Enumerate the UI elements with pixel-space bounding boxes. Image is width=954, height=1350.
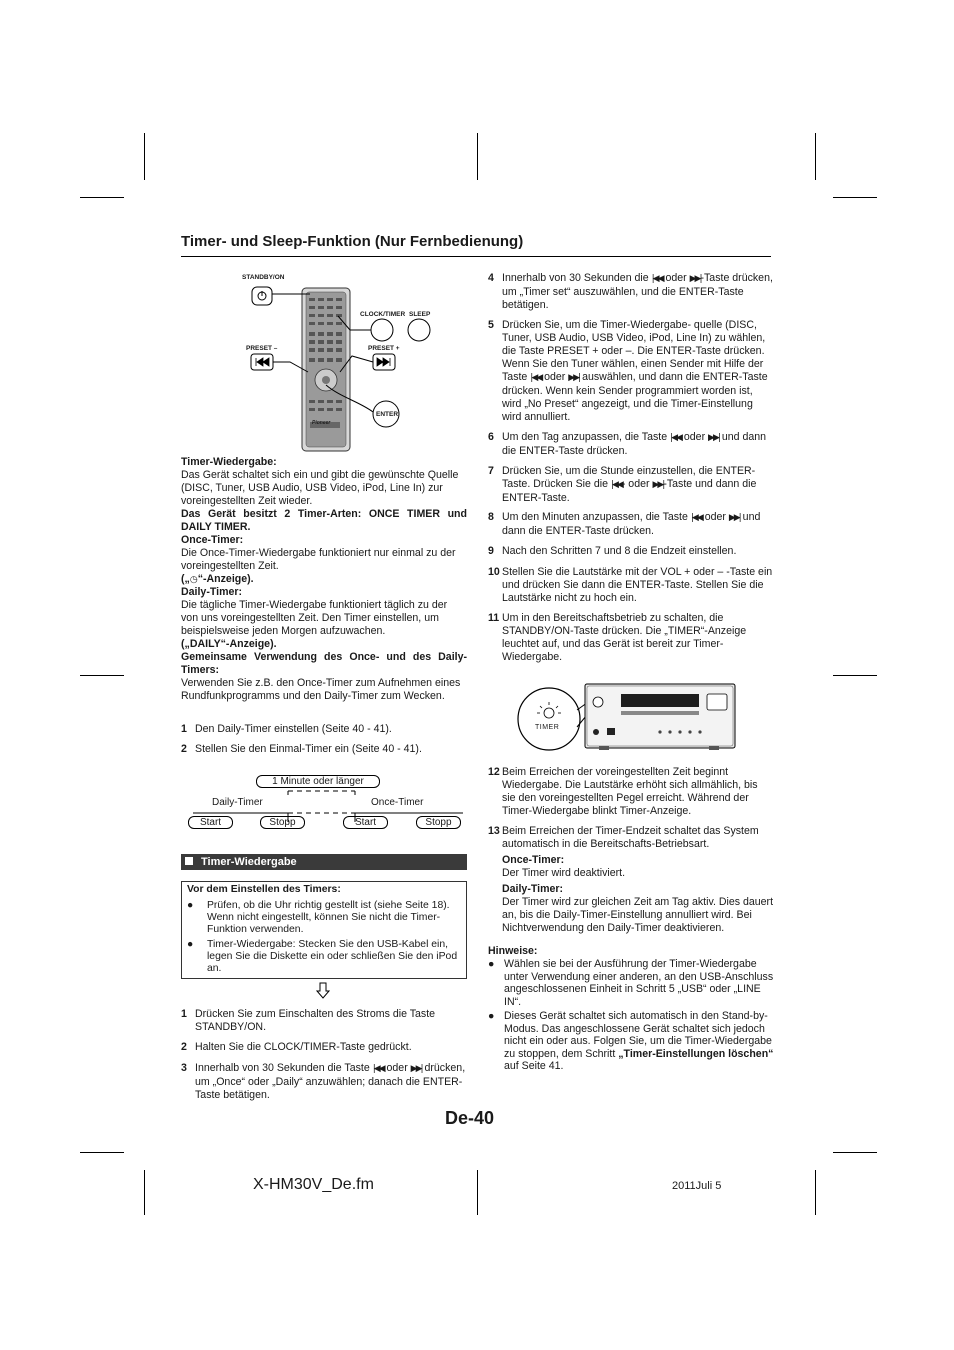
- bullet-text: Timer-Wiedergabe: Stecken Sie den USB-Kabel ein, legen Sie die Diskette ein oder schließen Sie den iPod an.: [207, 939, 458, 974]
- title-rule: [181, 256, 771, 257]
- step-number: 4: [488, 272, 494, 284]
- step-text: -Taste drücken, um „Timer set“ auszuwählen, und die ENTER-Taste betätigen.: [502, 272, 773, 311]
- down-arrow-icon: [316, 982, 330, 999]
- timer-indicator-label: TIMER: [535, 724, 560, 731]
- notes-heading: Hinweise:: [488, 945, 538, 957]
- step-text: drücken, um „Once“ oder „Daily“ anzuwählen; danach die ENTER-Taste betätigen.: [195, 1062, 466, 1101]
- intro-timer-types: Das Gerät besitzt 2 Timer-Arten: ONCE TIMER und DAILY TIMER.: [181, 508, 467, 533]
- intro-paragraph: Das Gerät schaltet sich ein und gibt die gewünschte Quelle (DISC, Tuner, USB Audio, USB Video, iPod, Line In) zur voreingestellten Zeit wieder.: [181, 469, 459, 507]
- step-11: [488, 612, 774, 664]
- step-text: Halten Sie die CLOCK/TIMER-Taste gedrückt.: [195, 1041, 412, 1053]
- step-number: 11: [488, 612, 500, 624]
- crop-mark: [815, 133, 816, 180]
- step-number: 1: [181, 1008, 187, 1020]
- once-timer-label: Once-Timer: [371, 797, 424, 808]
- section-heading: [181, 854, 467, 870]
- skip-forward-icon: ▶▶|: [410, 1064, 422, 1074]
- footer-date: 2011Juli 5: [672, 1180, 722, 1192]
- step-number: 3: [181, 1062, 187, 1074]
- step-number: 8: [488, 511, 494, 523]
- step-text: Um den Tag anzupassen, die Taste: [502, 431, 668, 443]
- step-8: [488, 511, 774, 538]
- note-bullet: [488, 958, 774, 1008]
- remote-control-illustration: [240, 272, 450, 457]
- box-bullet: [187, 900, 461, 936]
- crop-mark: [144, 1170, 145, 1215]
- step-number: 2: [181, 1041, 187, 1053]
- step-6: [488, 431, 774, 458]
- indicator-suffix: “-Anzeige).: [197, 573, 254, 585]
- step-text: Drücken Sie, um die Timer-Wiedergabe- quelle (DISC, Tuner, USB Audio, USB Video, iPod, Line In) zu wählen, die Taste PRESET + oder –. Die ENTER-Taste drücken. Wenn Sie den Tuner wählen, einen Sender mit Hilfe der Taste: [502, 319, 766, 383]
- right-once-block: [502, 854, 774, 880]
- interval-label: 1 Minute oder länger: [256, 775, 380, 788]
- bullet-icon: ●: [187, 900, 194, 911]
- step-text: - oder: [621, 478, 650, 490]
- step-text: auswählen, und dann die ENTER-Taste drücken. Wenn kein Sender programmiert worden ist, wird „No Preset“ angezeigt, und die Timer-Einstellung wird annulliert.: [502, 371, 768, 423]
- step-12: [488, 766, 774, 818]
- step-text: und dann die ENTER-Taste drücken.: [502, 431, 767, 457]
- crop-mark: [80, 197, 124, 198]
- intro-heading-timer: Timer-Wiedergabe:: [181, 456, 277, 468]
- step-text: oder: [665, 272, 687, 284]
- step-9: [488, 545, 774, 558]
- step-text: Innerhalb von 30 Sekunden die Taste: [195, 1062, 370, 1074]
- step-number: 6: [488, 431, 494, 443]
- prerequisite-box: [181, 881, 467, 979]
- skip-back-icon: |◀◀: [372, 1064, 384, 1074]
- intro-daily-text: Die tägliche Timer-Wiedergabe funktioniert täglich zu der von uns voreingestellten Zeit. Den Timer einstellen, um beispielsweise jeden Morgen aufzuwachen.: [181, 599, 448, 637]
- step-b-1: [181, 1008, 467, 1034]
- crop-mark: [80, 675, 124, 676]
- device-illustration: [515, 680, 740, 755]
- crop-mark: [477, 133, 478, 180]
- box-heading: Vor dem Einstellen des Timers:: [187, 884, 341, 895]
- bullet-text: auf Seite 41.: [504, 1060, 564, 1073]
- step-text: Stellen Sie den Einmal-Timer ein (Seite 40 - 41).: [195, 743, 422, 755]
- step-number: 13: [488, 825, 500, 837]
- crop-mark: [815, 1170, 816, 1215]
- step-7: [488, 465, 774, 505]
- skip-back-icon: |◀◀: [670, 433, 681, 443]
- step-text: -Taste und dann die ENTER-Taste.: [502, 478, 757, 504]
- step-number: 9: [488, 545, 494, 557]
- step-5: [488, 319, 774, 424]
- step-text: oder: [704, 511, 726, 523]
- note-bullet: [488, 1010, 774, 1073]
- crop-mark: [144, 133, 145, 180]
- bullet-icon: ●: [488, 1010, 495, 1022]
- skip-back-icon: |◀◀: [690, 513, 702, 523]
- skip-forward-icon: ▶▶|: [568, 373, 580, 383]
- step-text: Stellen Sie die Lautstärke mit der VOL + oder – -Taste ein und drücken Sie dann die ENTER-Taste. Stellen Sie die Lautstärke nicht zu hoch ein.: [502, 566, 773, 604]
- daily-text: Der Timer wird zur gleichen Zeit am Tag aktiv. Dies dauert an, bis die Daily-Timer-Einstellung annulliert wird. Bei Nichtverwendung den Daily-Timer deaktivieren.: [502, 896, 774, 934]
- step-text: oder: [683, 431, 706, 443]
- step-b-3: [181, 1062, 467, 1102]
- once-timer-icon: ◷: [189, 574, 198, 584]
- remote-brand: Pioneer: [312, 420, 331, 426]
- intro-heading-combined: Gemeinsame Verwendung des Once- und des Daily-Timers:: [181, 651, 467, 676]
- right-daily-block: [502, 883, 774, 935]
- skip-back-icon: |◀◀: [610, 480, 622, 490]
- step-a-1: [181, 723, 467, 736]
- step-number: 12: [488, 766, 500, 778]
- intro-combined-text: Verwenden Sie z.B. den Once-Timer zum Aufnehmen eines Rundfunkprogramms und den Daily-Timer zum Wecken.: [181, 677, 461, 702]
- bullet-text: Prüfen, ob die Uhr richtig gestellt ist (siehe Seite 18). Wenn nicht eingestellt, können Sie nicht die Timer-Funktion verwenden.: [207, 900, 450, 935]
- step-4: [488, 272, 774, 312]
- step-text: und dann die ENTER-Taste drücken.: [502, 511, 761, 537]
- crop-mark: [80, 1152, 124, 1153]
- daily-heading: Daily-Timer:: [502, 883, 564, 895]
- once-text: Der Timer wird deaktiviert.: [502, 867, 626, 879]
- intro-heading-once: Once-Timer:: [181, 534, 244, 546]
- daily-timer-label: Daily-Timer: [212, 797, 263, 808]
- crop-mark: [833, 197, 877, 198]
- intro-once-text: Die Once-Timer-Wiedergabe funktioniert nur einmal zu der voreingestellten Zeit.: [181, 547, 456, 572]
- crop-mark: [833, 1152, 877, 1153]
- clock-timer-label: CLOCK/TIMER: [360, 311, 406, 318]
- once-heading: Once-Timer:: [502, 854, 565, 866]
- step-number: 7: [488, 465, 494, 477]
- step-number: 10: [488, 566, 500, 578]
- skip-back-icon: |◀◀: [530, 373, 542, 383]
- crop-mark: [477, 1170, 478, 1215]
- step-text: Drücken Sie, um die Stunde einzustellen, die ENTER-Taste. Drücken Sie die: [502, 465, 756, 490]
- preset-minus-label: PRESET –: [246, 345, 278, 352]
- preset-plus-label: PRESET +: [368, 345, 400, 352]
- intro-heading-daily: Daily-Timer:: [181, 586, 243, 598]
- step-text: Um den Minuten anzupassen, die Taste: [502, 511, 688, 523]
- step-text: Beim Erreichen der voreingestellten Zeit beginnt Wiedergabe. Die Lautstärke erhöht sich allmählich, bis sie den voreingestellten Pegel erreicht. Während der Timer-Wiedergabe blinkt Timer-Anzeige.: [502, 766, 758, 817]
- skip-forward-icon: ▶▶|: [728, 513, 740, 523]
- step-text: Nach den Schritten 7 und 8 die Endzeit einstellen.: [502, 545, 737, 557]
- step-b-2: [181, 1041, 467, 1054]
- page-number: De-40: [445, 1108, 495, 1128]
- step-number: 5: [488, 319, 494, 331]
- sleep-label: SLEEP: [409, 311, 431, 318]
- indicator-prefix: („: [181, 573, 190, 585]
- enter-label: ENTER: [376, 411, 399, 418]
- section-square-icon: [185, 857, 193, 865]
- step-text: Um in den Bereitschaftsbetrieb zu schalten, die STANDBY/ON-Taste drücken. Die „TIMER“-Anzeige leuchtet auf, und das Gerät ist bereit zur Timer-Wiedergabe.: [502, 612, 747, 663]
- crop-mark: [833, 675, 877, 676]
- skip-forward-icon: ▶▶|: [689, 274, 701, 284]
- intro-once-indicator: [181, 573, 467, 586]
- footer-filename: X-HM30V_De.fm: [253, 1176, 374, 1193]
- bullet-icon: ●: [187, 939, 194, 950]
- start-label: Start: [188, 816, 233, 829]
- standby-label: STANDBY/ON: [242, 274, 285, 281]
- step-13: [488, 825, 774, 851]
- stop-label: Stopp: [260, 816, 305, 829]
- step-text: Innerhalb von 30 Sekunden die: [502, 272, 649, 284]
- stop-label: Stopp: [416, 816, 461, 829]
- bullet-text: Wählen sie bei der Ausführung der Timer-Wiedergabe unter Verwendung einer anderen, an den USB-Anschluss angeschlossenen Einheit in Schritt 5 „USB“ oder „LINE IN“.: [504, 958, 774, 1008]
- skip-forward-icon: ▶▶|: [708, 433, 719, 443]
- bullet-text: Dieses Gerät schaltet sich automatisch in den Stand-by-Modus. Das angeschlossene Gerät schaltet sich jedoch nicht ein oder aus. Folgen Sie, um die Timer-Wiedergabe zu stoppen, dem Schritt: [504, 1010, 772, 1060]
- skip-forward-icon: ▶▶|: [652, 480, 664, 490]
- intro-daily-indicator: („DAILY“-Anzeige).: [181, 638, 277, 650]
- bullet-icon: ●: [488, 958, 495, 970]
- step-text: Drücken Sie zum Einschalten des Stroms die Taste STANDBY/ON.: [195, 1008, 436, 1033]
- left-intro: [181, 456, 467, 703]
- skip-back-icon: |◀◀: [651, 274, 663, 284]
- step-text: Den Daily-Timer einstellen (Seite 40 - 41).: [195, 723, 392, 735]
- section-heading-text: Timer-Wiedergabe: [201, 856, 297, 868]
- step-text: oder: [544, 371, 566, 383]
- step-number: 1: [181, 723, 187, 735]
- step-text: Beim Erreichen der Timer-Endzeit schaltet das System automatisch in die Bereitschafts-Betriebsart.: [502, 825, 759, 850]
- step-text: oder: [386, 1062, 408, 1074]
- step-number: 2: [181, 743, 187, 755]
- step-a-2: [181, 743, 467, 756]
- bullet-link-text: „Timer-Einstellungen löschen“: [618, 1047, 774, 1060]
- page-title: Timer- und Sleep-Funktion (Nur Fernbedienung): [181, 233, 524, 250]
- step-10: [488, 566, 774, 605]
- start-label: Start: [343, 816, 388, 829]
- box-bullet: [187, 939, 461, 975]
